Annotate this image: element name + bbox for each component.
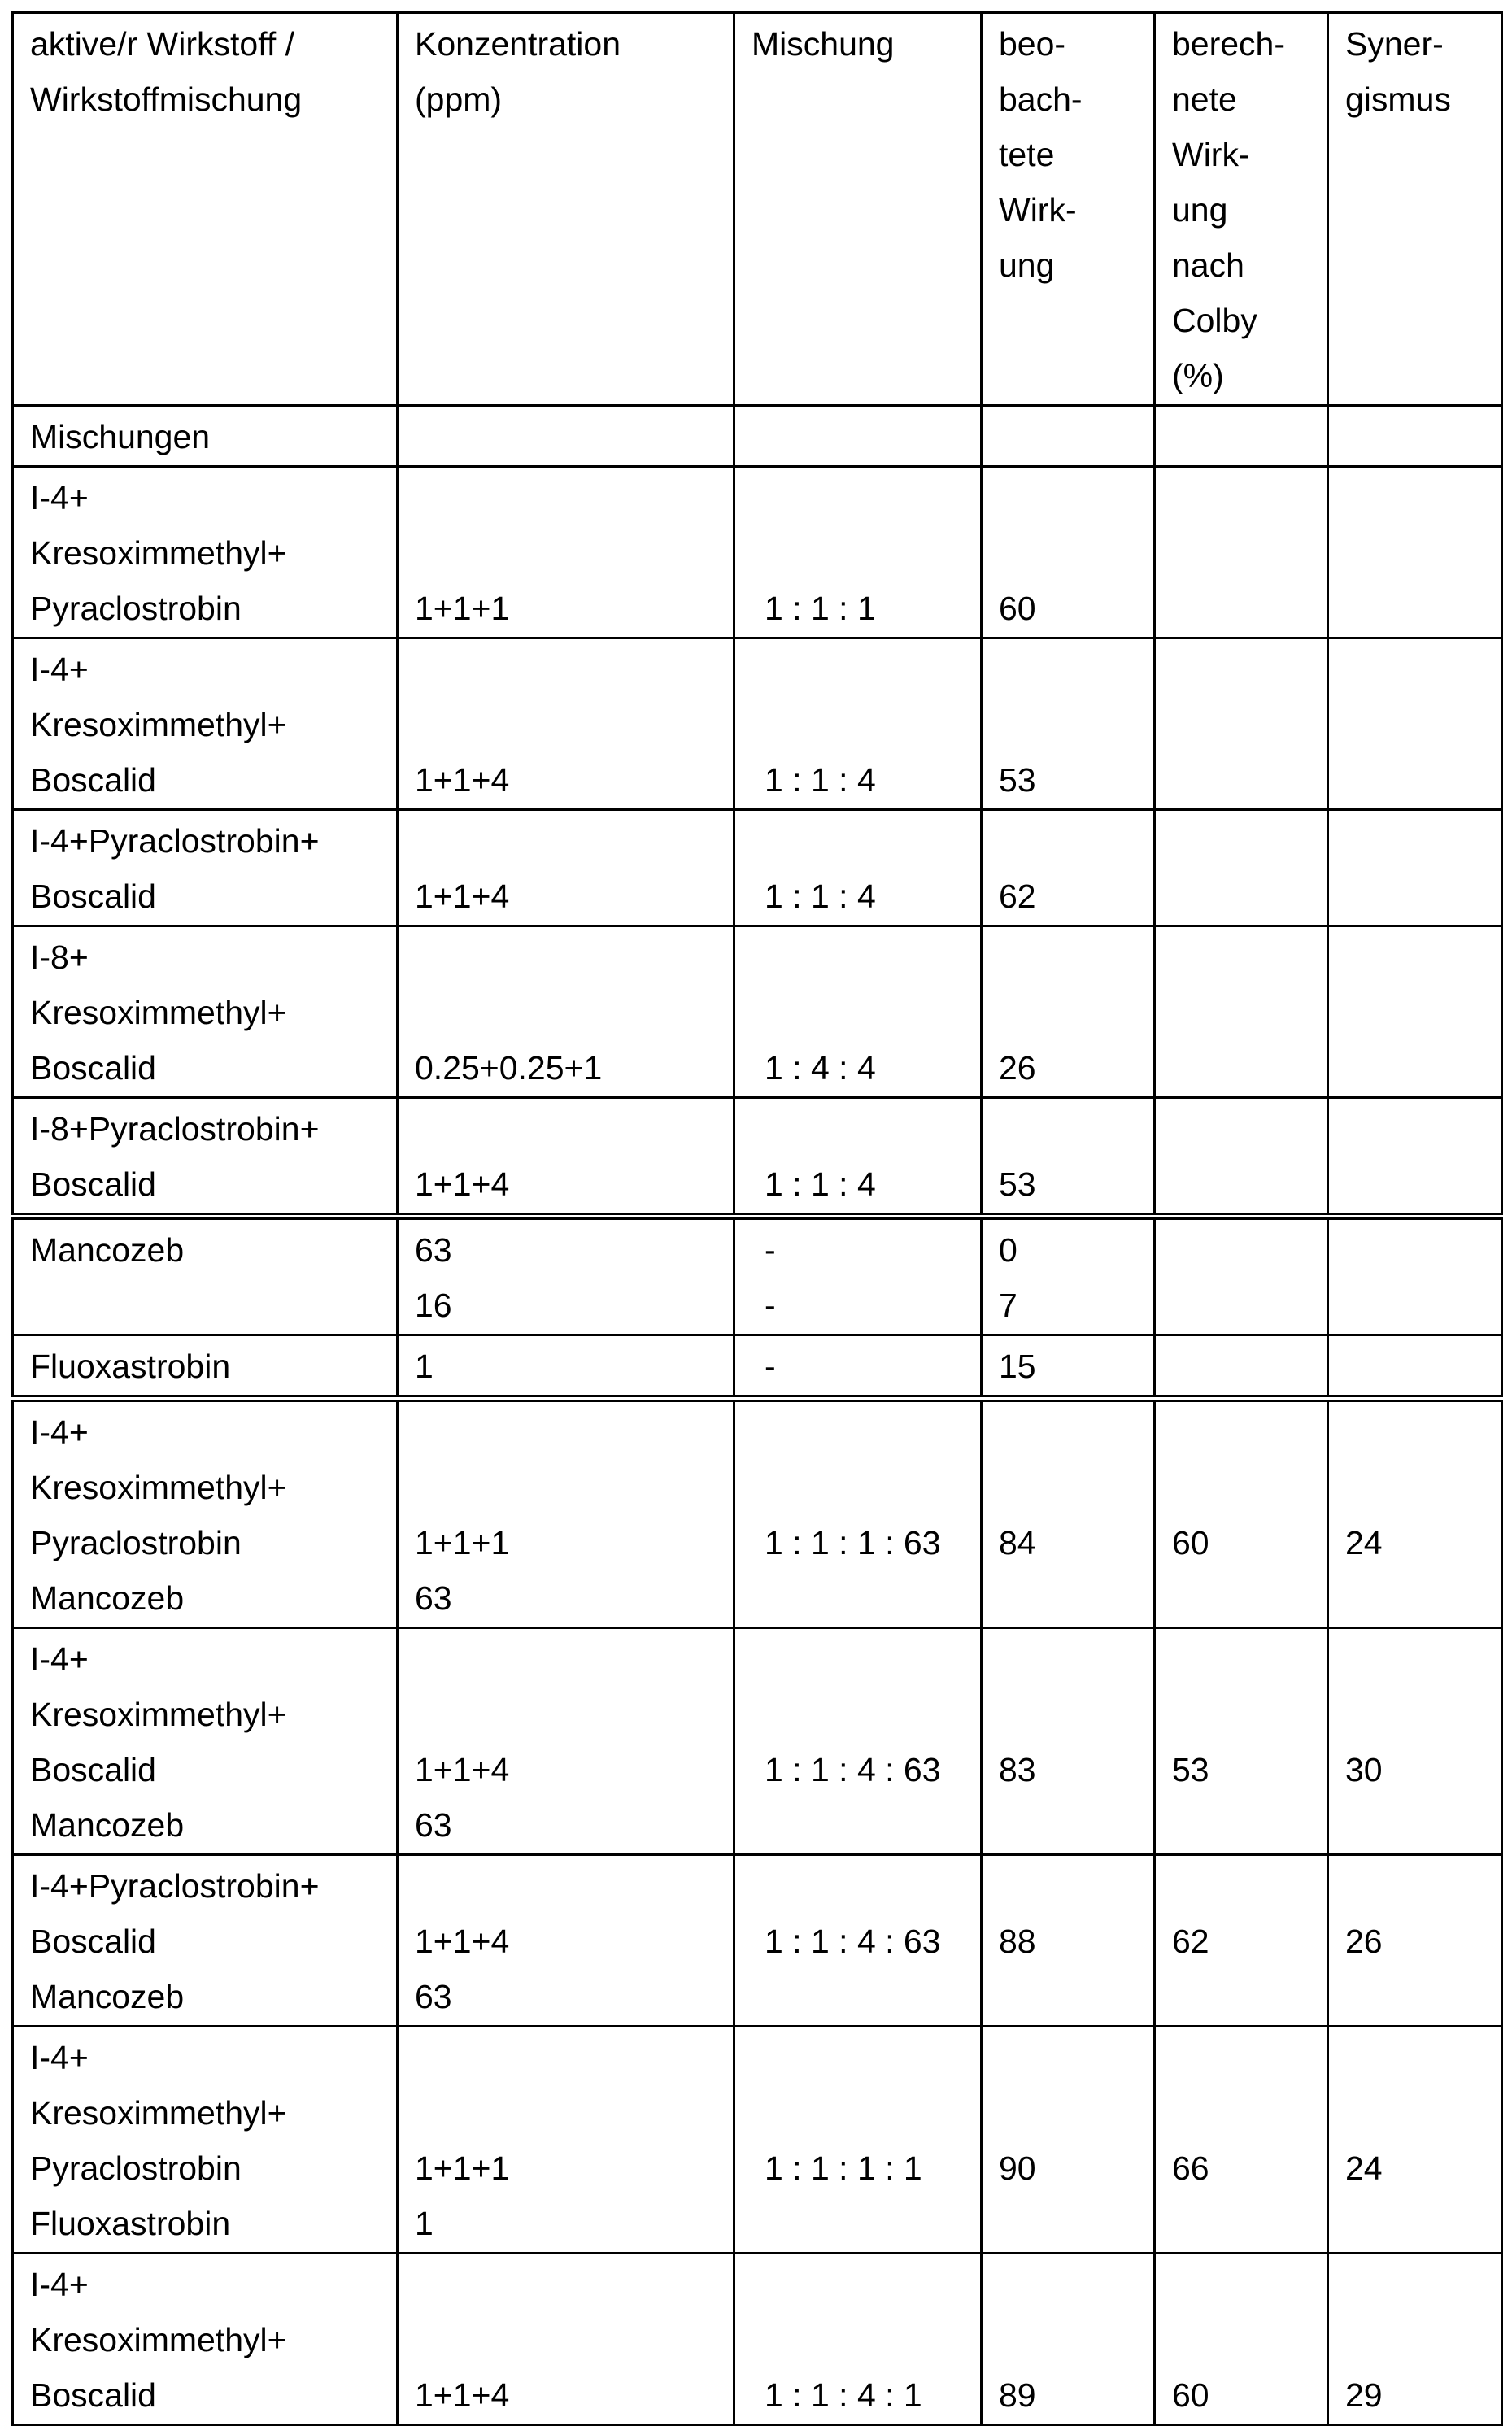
cell-line: Wirkstoffmischung <box>30 72 388 127</box>
synergism-cell <box>1328 13 1502 406</box>
synergism-cell <box>1328 467 1502 638</box>
calculated-effect-cell <box>1155 810 1328 926</box>
cell-line: 29 <box>1345 2367 1492 2423</box>
cell-line: 7 <box>999 1278 1145 1333</box>
calculated-effect-cell <box>1155 926 1328 1098</box>
observed-effect-cell <box>982 1399 1155 1628</box>
cell-line <box>415 813 725 869</box>
active-ingredient-cell <box>13 2027 398 2254</box>
observed-effect-cell <box>982 467 1155 638</box>
cell-line: Mischungen <box>30 409 388 464</box>
table-row <box>13 1855 1502 2027</box>
cell-line: Wirk- <box>1172 127 1318 182</box>
cell-line: Fluoxastrobin <box>30 1339 388 1394</box>
cell-line <box>1345 2257 1492 2312</box>
active-ingredient-cell <box>13 1399 398 1628</box>
cell-line: I-4+ <box>30 1405 388 1460</box>
cell-line <box>765 813 972 869</box>
cell-line <box>765 697 972 752</box>
cell-line <box>415 1460 725 1515</box>
cell-line <box>765 1858 972 1914</box>
calculated-effect-cell <box>1155 638 1328 810</box>
table-row <box>13 1335 1502 1399</box>
cell-line: Kresoximmethyl+ <box>30 2312 388 2367</box>
cell-line <box>999 1101 1145 1156</box>
cell-line: 1+1+4 <box>415 1156 725 1212</box>
cell-line: 1+1+4 <box>415 1742 725 1797</box>
cell-line: Kresoximmethyl+ <box>30 1460 388 1515</box>
mixture-cell <box>734 1855 982 2027</box>
cell-line <box>999 2257 1145 2312</box>
cell-line: Wirk- <box>999 182 1145 237</box>
cell-line: 60 <box>1172 2367 1318 2423</box>
cell-line <box>415 1101 725 1156</box>
cell-line: I-8+Pyraclostrobin+ <box>30 1101 388 1156</box>
cell-line: 0 <box>999 1222 1145 1278</box>
table-row <box>13 810 1502 926</box>
cell-line: 53 <box>999 1156 1145 1212</box>
cell-line: 1+1+1 <box>415 1515 725 1570</box>
cell-line: Fluoxastrobin <box>30 2196 388 2251</box>
mixture-cell <box>734 467 982 638</box>
cell-line <box>999 930 1145 985</box>
cell-line: Pyraclostrobin <box>30 2141 388 2196</box>
cell-line: 60 <box>1172 1515 1318 1570</box>
cell-line: ung <box>999 237 1145 293</box>
cell-line: - <box>765 1339 972 1394</box>
cell-line: Pyraclostrobin <box>30 581 388 636</box>
cell-line: 1 : 1 : 4 : 1 <box>765 2367 972 2423</box>
cell-line: 1 : 1 : 4 <box>765 752 972 808</box>
cell-line <box>1172 1405 1318 1460</box>
cell-line: ung <box>1172 182 1318 237</box>
cell-line <box>1172 2257 1318 2312</box>
active-ingredient-cell <box>13 1098 398 1217</box>
synergism-cell <box>1328 1855 1502 2027</box>
calculated-effect-cell <box>1155 1399 1328 1628</box>
cell-line: I-4+Pyraclostrobin+ <box>30 813 388 869</box>
concentration-cell <box>398 2027 734 2254</box>
cell-line: I-4+ <box>30 2030 388 2085</box>
cell-line <box>999 985 1145 1040</box>
cell-line: 88 <box>999 1914 1145 1969</box>
cell-line <box>415 930 725 985</box>
cell-line <box>415 1405 725 1460</box>
cell-line <box>765 470 972 525</box>
cell-line: 26 <box>999 1040 1145 1095</box>
active-ingredient-cell <box>13 467 398 638</box>
cell-line: I-4+Pyraclostrobin+ <box>30 1858 388 1914</box>
mixture-cell <box>734 406 982 467</box>
cell-line: 63 <box>415 1969 725 2024</box>
cell-line <box>999 813 1145 869</box>
observed-effect-cell <box>982 2254 1155 2425</box>
calculated-effect-cell <box>1155 13 1328 406</box>
cell-line <box>415 2257 725 2312</box>
cell-line: 24 <box>1345 2141 1492 2196</box>
synergism-cell <box>1328 1628 1502 1855</box>
cell-line: I-4+ <box>30 2257 388 2312</box>
cell-line <box>415 642 725 697</box>
cell-line: 1 : 1 : 4 <box>765 1156 972 1212</box>
calculated-effect-cell <box>1155 406 1328 467</box>
cell-line: 62 <box>1172 1914 1318 1969</box>
table-row <box>13 1217 1502 1335</box>
cell-line: 1+1+4 <box>415 869 725 924</box>
cell-line: 26 <box>1345 1914 1492 1969</box>
cell-line <box>999 2085 1145 2141</box>
concentration-cell <box>398 1335 734 1399</box>
observed-effect-cell <box>982 1855 1155 2027</box>
cell-line: 53 <box>1172 1742 1318 1797</box>
cell-line: Kresoximmethyl+ <box>30 525 388 581</box>
cell-line <box>415 525 725 581</box>
cell-line: 83 <box>999 1742 1145 1797</box>
cell-line: Kresoximmethyl+ <box>30 1687 388 1742</box>
synergism-cell <box>1328 2254 1502 2425</box>
cell-line: 1+1+4 <box>415 1914 725 1969</box>
table-row <box>13 467 1502 638</box>
cell-line: - <box>765 1222 972 1278</box>
cell-line: 1 : 1 : 4 <box>765 869 972 924</box>
cell-line <box>1345 2312 1492 2367</box>
cell-line <box>999 1460 1145 1515</box>
concentration-cell <box>398 406 734 467</box>
cell-line: (%) <box>1172 348 1318 403</box>
cell-line: Konzentration <box>415 16 725 72</box>
cell-line: 84 <box>999 1515 1145 1570</box>
cell-line <box>765 642 972 697</box>
cell-line: 89 <box>999 2367 1145 2423</box>
cell-line <box>415 2085 725 2141</box>
cell-line <box>1172 2312 1318 2367</box>
cell-line: Colby <box>1172 293 1318 348</box>
cell-line: - <box>765 1278 972 1333</box>
cell-line: 24 <box>1345 1515 1492 1570</box>
cell-line: 63 <box>415 1222 725 1278</box>
concentration-cell <box>398 638 734 810</box>
mixture-cell <box>734 2254 982 2425</box>
calculated-effect-cell <box>1155 2027 1328 2254</box>
calculated-effect-cell <box>1155 1628 1328 1855</box>
cell-line: Mancozeb <box>30 1570 388 1626</box>
cell-line: 15 <box>999 1339 1145 1394</box>
active-ingredient-cell <box>13 1628 398 1855</box>
cell-line <box>765 2030 972 2085</box>
cell-line: (ppm) <box>415 72 725 127</box>
cell-line <box>1172 1460 1318 1515</box>
cell-line <box>1345 1405 1492 1460</box>
cell-line <box>765 985 972 1040</box>
mixture-cell <box>734 13 982 406</box>
cell-line <box>1172 2085 1318 2141</box>
cell-line <box>1172 2030 1318 2085</box>
mixture-cell <box>734 1399 982 1628</box>
concentration-cell <box>398 467 734 638</box>
table-row <box>13 406 1502 467</box>
cell-line <box>415 1631 725 1687</box>
synergism-cell <box>1328 1335 1502 1399</box>
cell-line <box>765 1687 972 1742</box>
observed-effect-cell <box>982 406 1155 467</box>
concentration-cell <box>398 1217 734 1335</box>
active-ingredient-cell <box>13 810 398 926</box>
cell-line: Boscalid <box>30 1040 388 1095</box>
cell-line: Pyraclostrobin <box>30 1515 388 1570</box>
cell-line: tete <box>999 127 1145 182</box>
cell-line <box>999 2030 1145 2085</box>
mixture-cell <box>734 1098 982 1217</box>
synergism-cell <box>1328 810 1502 926</box>
cell-line <box>999 2312 1145 2367</box>
cell-line: Boscalid <box>30 2367 388 2423</box>
cell-line: 1 : 1 : 4 : 63 <box>765 1914 972 1969</box>
cell-line: 1 : 1 : 4 : 63 <box>765 1742 972 1797</box>
cell-line <box>415 985 725 1040</box>
cell-line: Mancozeb <box>30 1969 388 2024</box>
observed-effect-cell <box>982 810 1155 926</box>
synergism-cell <box>1328 638 1502 810</box>
cell-line <box>999 470 1145 525</box>
cell-line <box>1345 2030 1492 2085</box>
cell-line: Mancozeb <box>30 1222 388 1278</box>
cell-line: 1 <box>415 2196 725 2251</box>
mixture-cell <box>734 2027 982 2254</box>
cell-line: I-4+ <box>30 642 388 697</box>
cell-line <box>1172 1687 1318 1742</box>
active-ingredient-cell <box>13 406 398 467</box>
cell-line: gismus <box>1345 72 1492 127</box>
mixture-cell <box>734 1335 982 1399</box>
cell-line: Boscalid <box>30 869 388 924</box>
cell-line <box>1345 1687 1492 1742</box>
mixture-cell <box>734 810 982 926</box>
cell-line <box>999 1631 1145 1687</box>
cell-line: Kresoximmethyl+ <box>30 697 388 752</box>
concentration-cell <box>398 1628 734 1855</box>
active-ingredient-cell <box>13 2254 398 2425</box>
calculated-effect-cell <box>1155 1098 1328 1217</box>
cell-line <box>415 1858 725 1914</box>
synergism-cell <box>1328 1399 1502 1628</box>
concentration-cell <box>398 13 734 406</box>
cell-line: Mischung <box>752 16 972 72</box>
cell-line: 63 <box>415 1570 725 1626</box>
table-row <box>13 2027 1502 2254</box>
cell-line: 1 : 1 : 1 : 63 <box>765 1515 972 1570</box>
active-ingredient-cell <box>13 926 398 1098</box>
cell-line <box>765 1405 972 1460</box>
observed-effect-cell <box>982 13 1155 406</box>
cell-line <box>999 525 1145 581</box>
cell-line <box>415 697 725 752</box>
synergism-cell <box>1328 1098 1502 1217</box>
cell-line <box>1345 1460 1492 1515</box>
concentration-cell <box>398 1855 734 2027</box>
cell-line <box>999 697 1145 752</box>
active-ingredient-cell <box>13 13 398 406</box>
synergism-cell <box>1328 406 1502 467</box>
calculated-effect-cell <box>1155 2254 1328 2425</box>
cell-line: I-4+ <box>30 470 388 525</box>
active-ingredient-cell <box>13 1855 398 2027</box>
observed-effect-cell <box>982 1335 1155 1399</box>
observed-effect-cell <box>982 1098 1155 1217</box>
cell-line <box>999 642 1145 697</box>
concentration-cell <box>398 926 734 1098</box>
cell-line: 1+1+1 <box>415 581 725 636</box>
cell-line <box>765 1631 972 1687</box>
cell-line: I-8+ <box>30 930 388 985</box>
cell-line <box>415 1687 725 1742</box>
cell-line: 16 <box>415 1278 725 1333</box>
active-ingredient-cell <box>13 1335 398 1399</box>
cell-line: I-4+ <box>30 1631 388 1687</box>
cell-line <box>1172 1631 1318 1687</box>
cell-line: 1 : 4 : 4 <box>765 1040 972 1095</box>
cell-line: Mancozeb <box>30 1797 388 1853</box>
observed-effect-cell <box>982 926 1155 1098</box>
observed-effect-cell <box>982 2027 1155 2254</box>
cell-line <box>1345 2085 1492 2141</box>
cell-line: Kresoximmethyl+ <box>30 985 388 1040</box>
calculated-effect-cell <box>1155 1217 1328 1335</box>
table-row <box>13 1399 1502 1628</box>
cell-line <box>1345 1858 1492 1914</box>
concentration-cell <box>398 1098 734 1217</box>
cell-line <box>765 930 972 985</box>
mixture-cell <box>734 1217 982 1335</box>
table-row <box>13 638 1502 810</box>
cell-line <box>999 1687 1145 1742</box>
cell-line <box>999 1405 1145 1460</box>
cell-line: Boscalid <box>30 1742 388 1797</box>
concentration-cell <box>398 1399 734 1628</box>
cell-line: 60 <box>999 581 1145 636</box>
cell-line: Boscalid <box>30 1156 388 1212</box>
cell-line <box>415 470 725 525</box>
observed-effect-cell <box>982 1628 1155 1855</box>
observed-effect-cell <box>982 1217 1155 1335</box>
cell-line: 90 <box>999 2141 1145 2196</box>
cell-line: bach- <box>999 72 1145 127</box>
cell-line: Kresoximmethyl+ <box>30 2085 388 2141</box>
cell-line <box>765 525 972 581</box>
cell-line: 53 <box>999 752 1145 808</box>
concentration-cell <box>398 810 734 926</box>
cell-line: nete <box>1172 72 1318 127</box>
cell-line: aktive/r Wirkstoff / <box>30 16 388 72</box>
synergism-cell <box>1328 926 1502 1098</box>
observed-effect-cell <box>982 638 1155 810</box>
table-row <box>13 1628 1502 1855</box>
cell-line: berech- <box>1172 16 1318 72</box>
cell-line: 1 <box>415 1339 725 1394</box>
cell-line: 0.25+0.25+1 <box>415 1040 725 1095</box>
calculated-effect-cell <box>1155 1335 1328 1399</box>
cell-line: 63 <box>415 1797 725 1853</box>
cell-line: 1+1+4 <box>415 752 725 808</box>
table-row <box>13 2254 1502 2425</box>
concentration-cell <box>398 2254 734 2425</box>
cell-line <box>765 2085 972 2141</box>
cell-line <box>415 2312 725 2367</box>
cell-line: Boscalid <box>30 752 388 808</box>
cell-line: beo- <box>999 16 1145 72</box>
active-ingredient-cell <box>13 638 398 810</box>
cell-line <box>765 2312 972 2367</box>
cell-line <box>1345 1631 1492 1687</box>
cell-line: 66 <box>1172 2141 1318 2196</box>
cell-line <box>999 1858 1145 1914</box>
synergism-cell <box>1328 1217 1502 1335</box>
cell-line <box>765 1460 972 1515</box>
cell-line: 1+1+1 <box>415 2141 725 2196</box>
calculated-effect-cell <box>1155 1855 1328 2027</box>
table-row <box>13 1098 1502 1217</box>
cell-line: 1 : 1 : 1 <box>765 581 972 636</box>
synergism-cell <box>1328 2027 1502 2254</box>
cell-line: nach <box>1172 237 1318 293</box>
cell-line <box>1172 1858 1318 1914</box>
cell-line: 1 : 1 : 1 : 1 <box>765 2141 972 2196</box>
cell-line <box>415 2030 725 2085</box>
calculated-effect-cell <box>1155 467 1328 638</box>
cell-line <box>765 1101 972 1156</box>
cell-line: 1+1+4 <box>415 2367 725 2423</box>
mixture-cell <box>734 1628 982 1855</box>
cell-line <box>765 2257 972 2312</box>
cell-line: 62 <box>999 869 1145 924</box>
table-row <box>13 926 1502 1098</box>
mixture-cell <box>734 638 982 810</box>
header-row <box>13 13 1502 406</box>
active-ingredient-cell <box>13 1217 398 1335</box>
cell-line: Syner- <box>1345 16 1492 72</box>
cell-line: Boscalid <box>30 1914 388 1969</box>
results-table <box>11 11 1503 2426</box>
cell-line: 30 <box>1345 1742 1492 1797</box>
mixture-cell <box>734 926 982 1098</box>
